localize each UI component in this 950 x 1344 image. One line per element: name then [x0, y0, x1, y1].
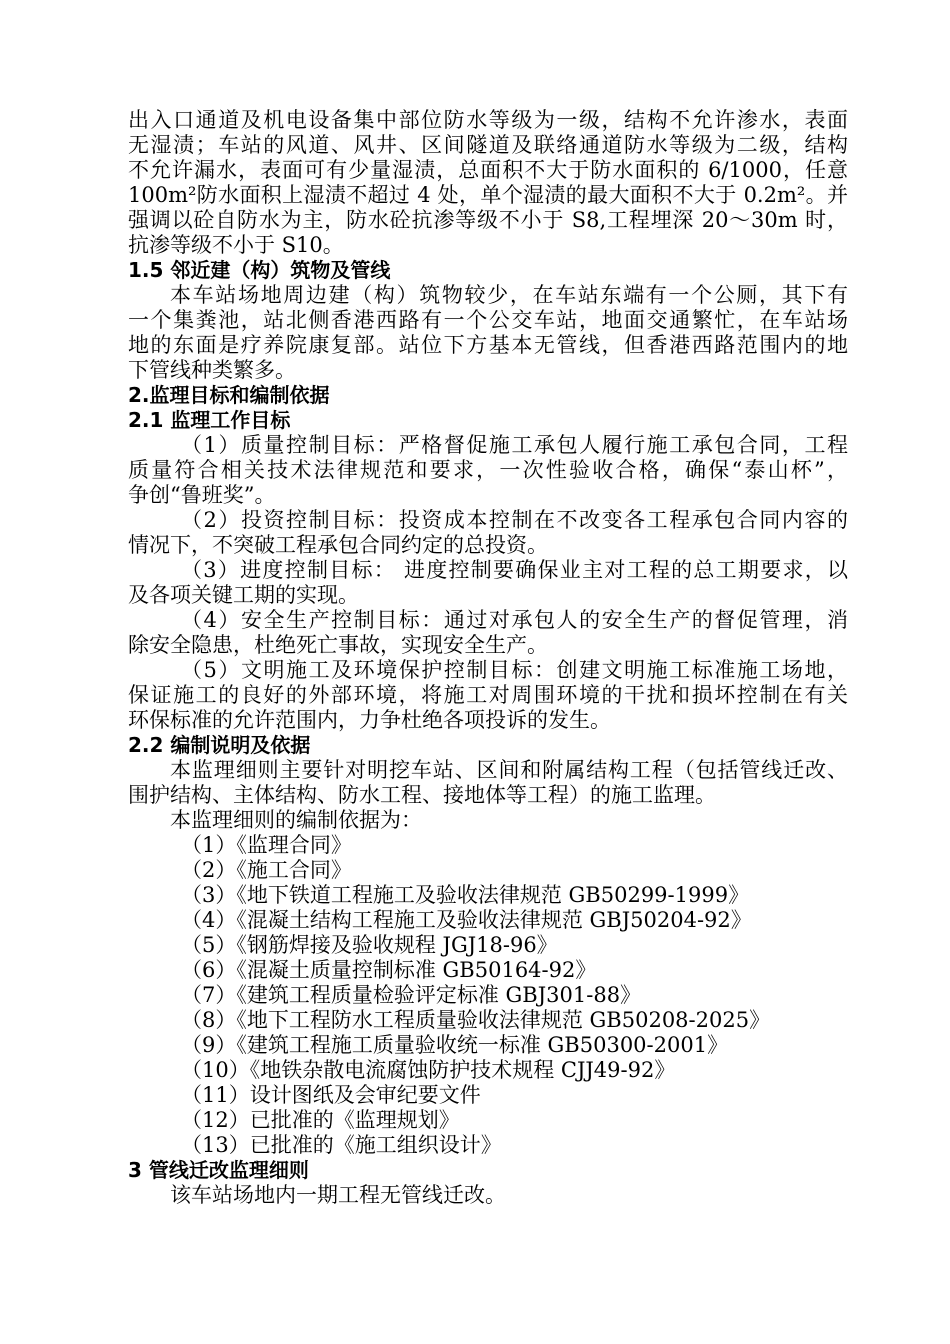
paragraph-scope	[128, 758, 848, 808]
text-line: （3）进度控制目标： 进度控制要确保业主对工程的总工期要求，以	[181, 558, 848, 582]
document-page	[128, 108, 848, 1208]
list-item: （9）《建筑工程施工质量验收统一标准 GB50300-2001》	[181, 1033, 729, 1057]
paragraph-waterproof-grades	[128, 108, 848, 258]
goal-investment	[128, 508, 848, 558]
basis-intro: 本监理细则的编制依据为：	[170, 808, 422, 832]
text-line: 本车站场地周边建（构）筑物较少，在车站东端有一个公厕，其下有	[170, 283, 848, 307]
list-item: （11）设计图纸及会审纪要文件	[181, 1083, 481, 1107]
text-line: 一个集粪池，站北侧香港西路有一个公交车站，地面交通繁忙，在车站场	[128, 308, 848, 332]
list-item: （8）《地下工程防水工程质量验收法律规范 GB50208-2025》	[181, 1008, 771, 1032]
text-line: 除安全隐患，杜绝死亡事故，实现安全生产。	[128, 633, 548, 657]
text-line: 保证施工的良好的外部环境，将施工对周围环境的干扰和损坏控制在有关	[128, 683, 848, 707]
list-item: （6）《混凝土质量控制标准 GB50164-92》	[181, 958, 597, 982]
text-line: 下管线种类繁多。	[128, 358, 296, 382]
text-line: （1）质量控制目标：严格督促施工承包人履行施工承包合同，工程	[181, 433, 848, 457]
section-heading-1-5: 1.5 邻近建（构）筑物及管线	[128, 258, 391, 282]
list-item: （4）《混凝土结构工程施工及验收法律规范 GBJ50204-92》	[181, 908, 752, 932]
text-line: 本监理细则主要针对明挖车站、区间和附属结构工程（包括管线迁改、	[170, 758, 848, 782]
goal-safety	[128, 608, 848, 658]
text-line: 围护结构、主体结构、防水工程、接地体等工程）的施工监理。	[128, 783, 716, 807]
paragraph-adjacent-buildings	[128, 283, 848, 383]
goal-environment	[128, 658, 848, 733]
text-line: 环保标准的允许范围内，力争杜绝各项投诉的发生。	[128, 708, 611, 732]
paragraph-pipeline-relocation: 该车站场地内一期工程无管线迁改。	[170, 1183, 506, 1207]
list-item: （7）《建筑工程质量检验评定标准 GBJ301-88》	[181, 983, 642, 1007]
list-item: （12）已批准的《监理规划》	[181, 1108, 460, 1132]
list-item: （10）《地铁杂散电流腐蚀防护技术规程 CJJ49-92》	[181, 1058, 676, 1082]
text-line: （4）安全生产控制目标：通过对承包人的安全生产的督促管理，消	[181, 608, 848, 632]
text-line: 100m²防水面积上湿渍不超过 4 处，单个湿渍的最大面积不大于 0.2m²。并	[128, 183, 848, 207]
text-line: 无湿渍；车站的风道、风井、区间隧道及联络通道防水等级为二级，结构	[128, 133, 848, 157]
text-line: 地的东面是疗养院康复部。站位下方基本无管线，但香港西路范围内的地	[128, 333, 848, 357]
section-heading-2-2: 2.2 编制说明及依据	[128, 733, 311, 757]
goal-schedule	[128, 558, 848, 608]
text-line: 争创“鲁班奖”。	[128, 483, 276, 507]
text-line: 不允许漏水，表面可有少量湿渍，总面积不大于防水面积的 6/1000，任意	[128, 158, 848, 182]
text-line: 抗渗等级不小于 S10。	[128, 233, 344, 257]
section-heading-2-1: 2.1 监理工作目标	[128, 408, 291, 432]
text-line: 及各项关键工期的实现。	[128, 583, 359, 607]
list-item: （5）《钢筋焊接及验收规程 JGJ18-96》	[181, 933, 558, 957]
text-line: 质量符合相关技术法律规范和要求，一次性验收合格，确保“泰山杯”，	[128, 458, 848, 482]
section-heading-3: 3 管线迁改监理细则	[128, 1158, 309, 1182]
text-line: （5）文明施工及环境保护控制目标：创建文明施工标准施工场地，	[181, 658, 848, 682]
text-line: 情况下，不突破工程承包合同约定的总投资。	[128, 533, 548, 557]
list-item: （1）《监理合同》	[181, 833, 352, 857]
goal-quality	[128, 433, 848, 508]
section-heading-2: 2.监理目标和编制依据	[128, 383, 330, 407]
text-line: 出入口通道及机电设备集中部位防水等级为一级，结构不允许渗水，表面	[128, 108, 848, 132]
list-item: （13）已批准的《施工组织设计》	[181, 1133, 502, 1157]
text-line: （2）投资控制目标：投资成本控制在不改变各工程承包合同内容的	[181, 508, 848, 532]
text-line: 强调以砼自防水为主，防水砼抗渗等级不小于 S8,工程埋深 20～30m 时，	[128, 208, 848, 232]
basis-list	[128, 833, 848, 1158]
list-item: （2）《施工合同》	[181, 858, 352, 882]
list-item: （3）《地下铁道工程施工及验收法律规范 GB50299-1999》	[181, 883, 750, 907]
